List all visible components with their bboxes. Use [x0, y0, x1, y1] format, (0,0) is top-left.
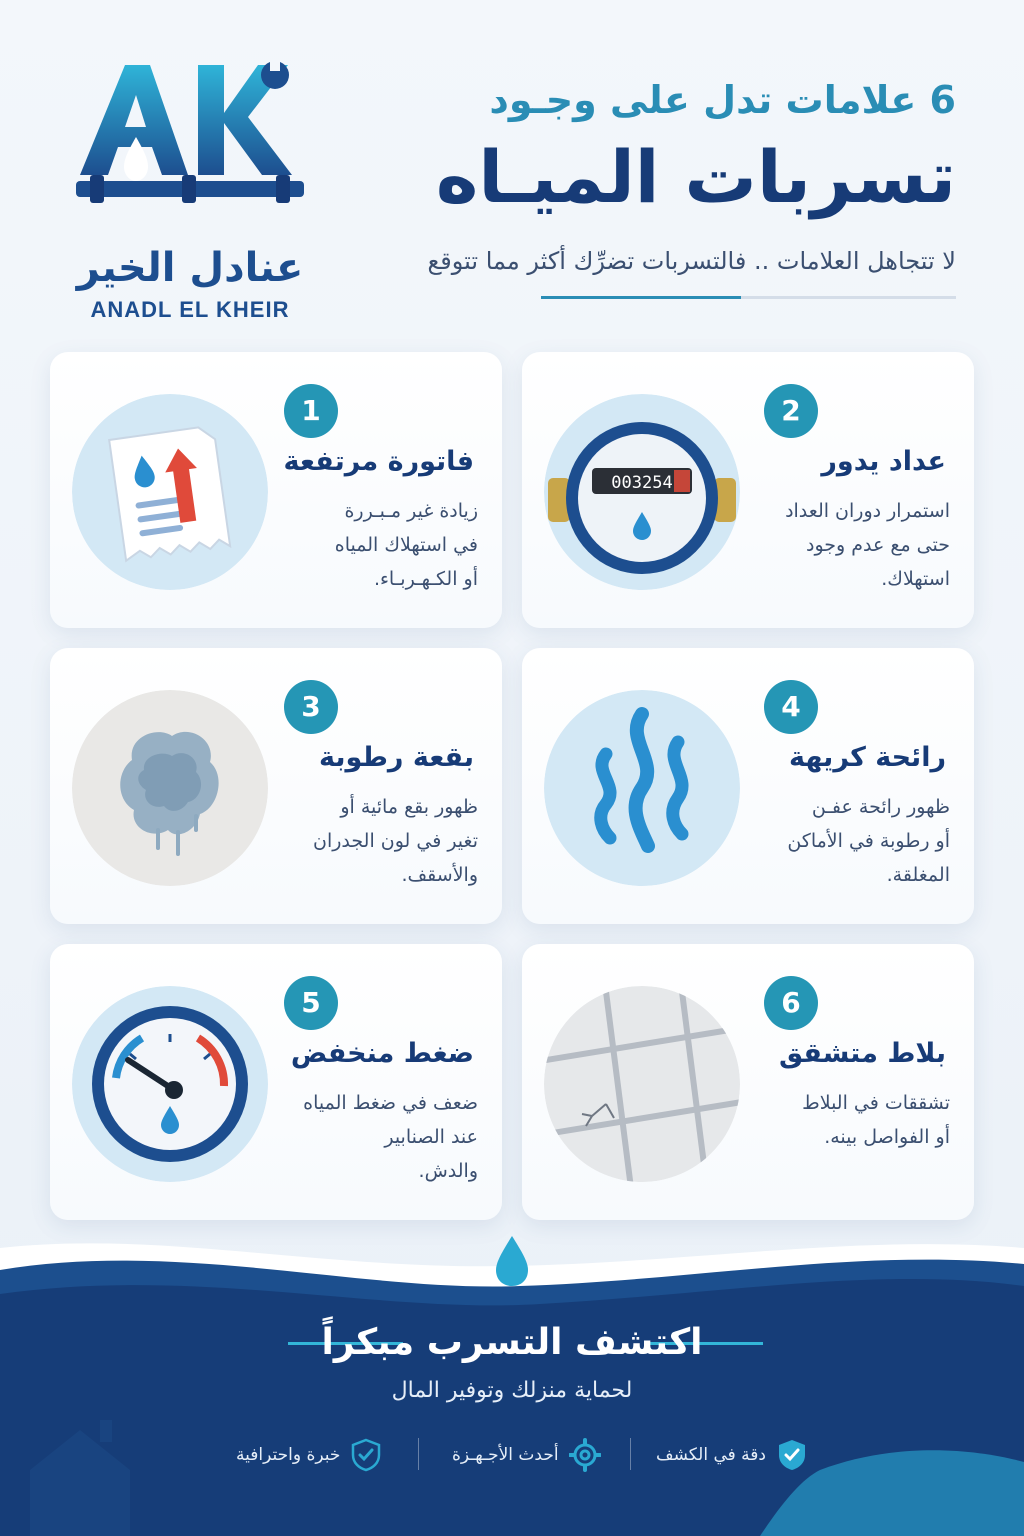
sign-card-6 — [522, 944, 974, 1220]
card-description — [750, 1086, 950, 1154]
meter-reading: 003254 — [611, 473, 673, 493]
card-title: رائحة كريهة — [788, 742, 946, 773]
sign-card-5 — [50, 944, 502, 1220]
card-description-line: عند الصنابير — [384, 1126, 478, 1148]
brand-name-english: ANADL EL KHEIR — [90, 297, 290, 322]
logo-ak-icon — [70, 55, 310, 245]
shield-check-icon — [776, 1438, 808, 1472]
cta-subtitle: لحماية منزلك وتوفير المال — [391, 1378, 633, 1403]
sign-card-1 — [50, 352, 502, 628]
badge-latest-devices — [452, 1435, 601, 1475]
card-description-line: أو رطوبة في الأماكن — [787, 830, 950, 852]
odor-waves-icon — [544, 690, 740, 886]
card-description-line: استمرار دوران العداد — [785, 500, 950, 522]
page-title: تسربات الميـاه — [435, 135, 956, 219]
gear-icon — [569, 1438, 601, 1472]
card-title: ضغط منخفض — [290, 1038, 474, 1069]
footer-banner — [0, 1230, 1024, 1536]
card-description — [278, 494, 478, 596]
card-description-line: في استهلاك المياه — [334, 534, 478, 556]
water-drop-icon — [496, 1236, 528, 1286]
card-description — [278, 1086, 478, 1188]
card-number: 3 — [284, 680, 338, 734]
badge-label: خبرة واحترافية — [236, 1445, 341, 1465]
card-title: فاتورة مرتفعة — [283, 446, 474, 477]
card-description-line: والأسقف. — [401, 864, 478, 886]
card-description-line: أو الفواصل بينه. — [824, 1126, 950, 1148]
card-description-line: تشققات في البلاط — [802, 1092, 950, 1114]
badge-label: دقة في الكشف — [656, 1445, 766, 1465]
card-description-line: المغلقة. — [886, 864, 950, 886]
badge-divider — [630, 1438, 631, 1470]
header-subtitle: 6 علامات تدل على وجـود — [489, 78, 956, 122]
card-description — [750, 494, 950, 596]
card-description-line: حتى مع عدم وجود — [806, 534, 950, 556]
badge-label: أحدث الأجـهـزة — [452, 1445, 559, 1465]
cracked-tiles-icon — [544, 986, 740, 1182]
card-title: عداد يدور — [821, 446, 946, 477]
damp-stain-icon — [72, 690, 268, 886]
card-description-line: ظهور بقع مائية أو — [340, 796, 478, 818]
card-description — [750, 790, 950, 892]
brand-name-arabic: عنادل الخير — [76, 245, 304, 291]
card-number: 2 — [764, 384, 818, 438]
badge-accuracy — [656, 1435, 808, 1475]
badge-expertise — [236, 1435, 382, 1475]
bill-icon — [72, 394, 268, 590]
cta-title: اكتشف التسرب مبكراً — [321, 1322, 703, 1363]
card-description-line: ظهور رائحة عفـن — [811, 796, 950, 818]
sign-card-4 — [522, 648, 974, 924]
card-description-line: ضعف في ضغط المياه — [303, 1092, 478, 1114]
card-title: بلاط متشقق — [778, 1038, 946, 1069]
card-description-line: زيادة غير مـبـررة — [344, 500, 478, 522]
card-description-line: استهلاك. — [881, 568, 950, 590]
card-number: 4 — [764, 680, 818, 734]
header-divider — [541, 296, 956, 299]
card-number: 5 — [284, 976, 338, 1030]
pressure-gauge-icon — [72, 986, 268, 1182]
shield-check-outline-icon — [350, 1438, 382, 1472]
badge-divider — [418, 1438, 419, 1470]
card-description-line: أو الكـهـربـاء. — [373, 568, 478, 590]
card-number: 1 — [284, 384, 338, 438]
card-number: 6 — [764, 976, 818, 1030]
water-meter-icon — [544, 394, 740, 590]
sign-card-3 — [50, 648, 502, 924]
header-tagline: لا تتجاهل العلامات .. فالتسربات تضرِّك أكثر مما تتوقع — [427, 247, 956, 275]
sign-card-2 — [522, 352, 974, 628]
card-title: بقعة رطوبة — [319, 742, 474, 773]
card-description-line: والدش. — [418, 1160, 478, 1182]
brand-logo — [70, 55, 310, 322]
card-description — [278, 790, 478, 892]
card-description-line: تغير في لون الجدران — [313, 830, 478, 852]
